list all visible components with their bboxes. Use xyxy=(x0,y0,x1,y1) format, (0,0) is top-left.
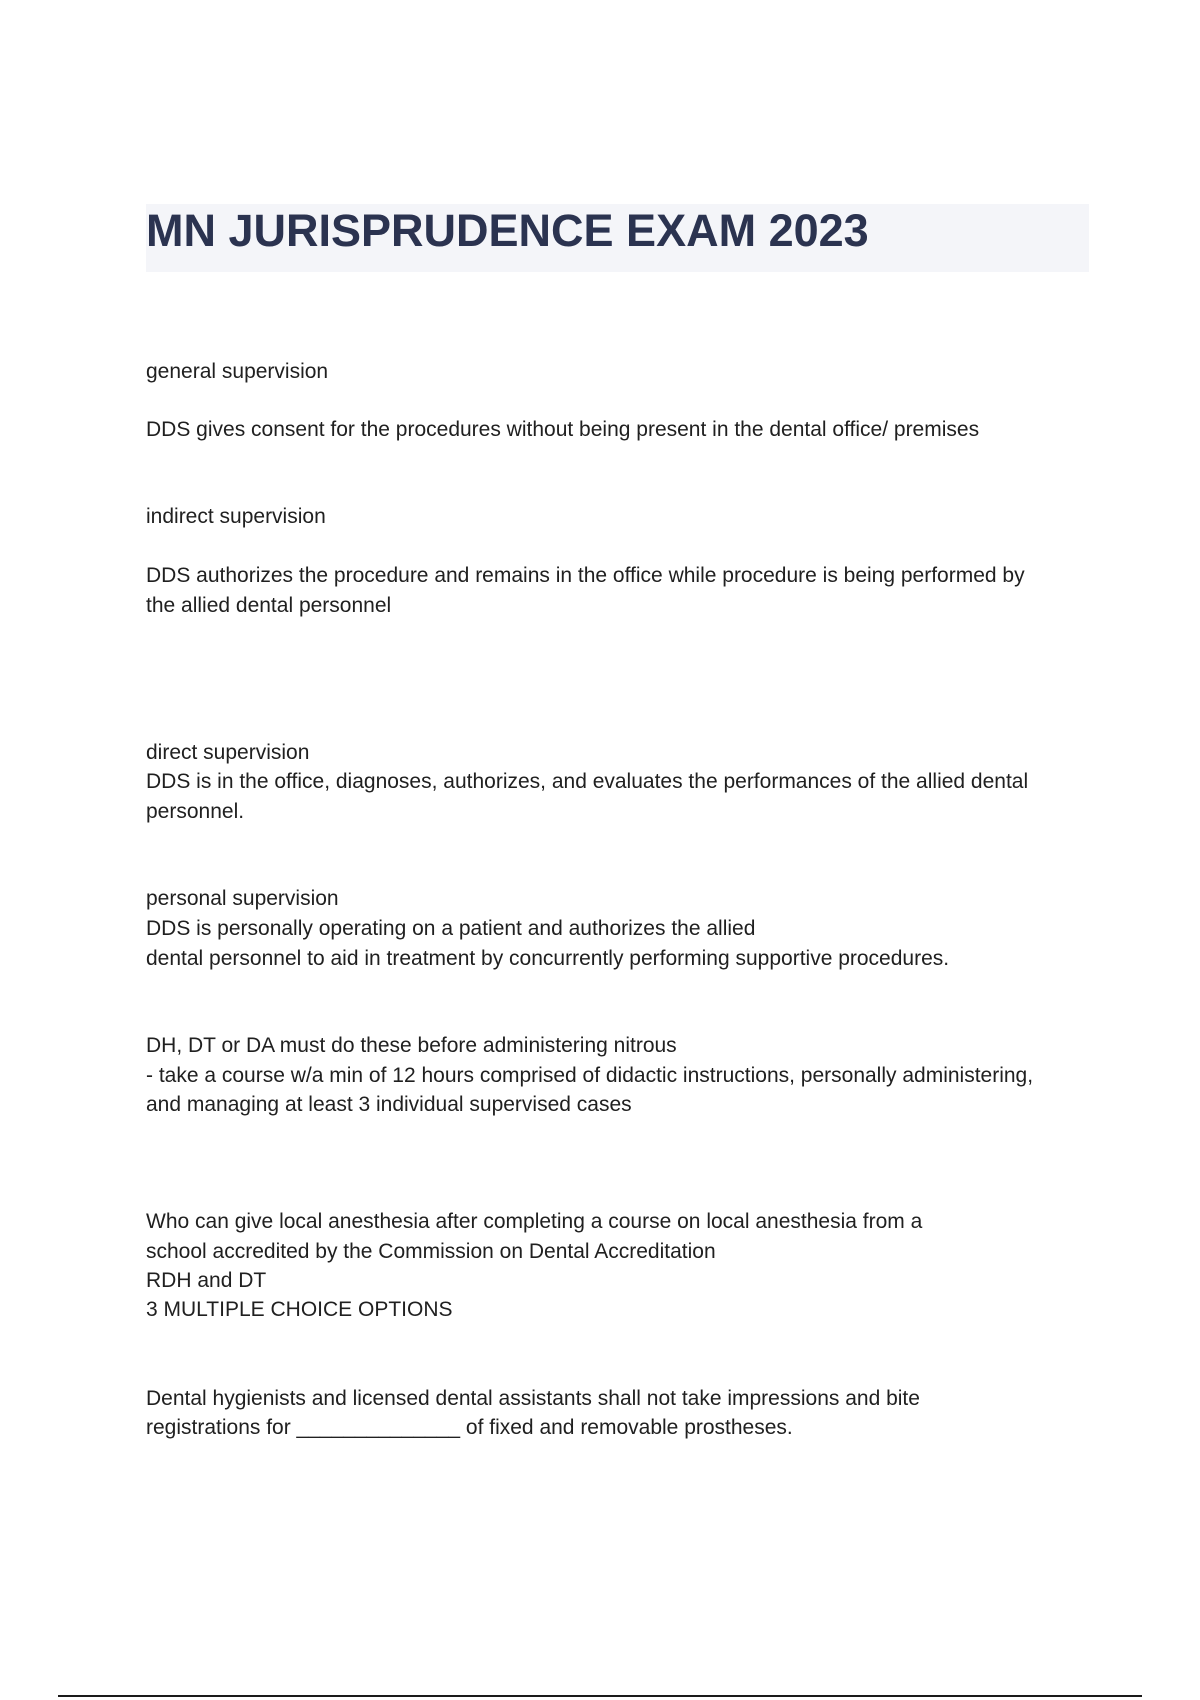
definition-personal-supervision-line-2: dental personnel to aid in treatment by concurrently performing supportive procedures. xyxy=(146,947,950,970)
definition-direct-supervision-line-1: DDS is in the office, diagnoses, authorizes, and evaluates the performances of the allied dental xyxy=(146,770,1029,793)
page-bottom-rule xyxy=(58,1695,1142,1697)
term-direct-supervision: direct supervision xyxy=(146,741,310,764)
question-impressions-line-2: registrations for ______________ of fixed and removable prostheses. xyxy=(146,1416,793,1439)
note-multiple-choice-options: 3 MULTIPLE CHOICE OPTIONS xyxy=(146,1298,453,1321)
definition-nitrous-requirements-line-1: - take a course w/a min of 12 hours comprised of didactic instructions, personally administering, xyxy=(146,1064,1034,1087)
term-general-supervision: general supervision xyxy=(146,360,329,383)
term-personal-supervision: personal supervision xyxy=(146,887,339,910)
definition-personal-supervision-line-1: DDS is personally operating on a patient and authorizes the allied xyxy=(146,917,756,940)
definition-indirect-supervision-line-1: DDS authorizes the procedure and remains in the office while procedure is being performed by xyxy=(146,564,1025,587)
definition-nitrous-requirements-line-2: and managing at least 3 individual supervised cases xyxy=(146,1093,632,1116)
definition-direct-supervision-line-2: personnel. xyxy=(146,800,245,823)
term-nitrous-requirements: DH, DT or DA must do these before administering nitrous xyxy=(146,1034,677,1057)
question-impressions-line-1: Dental hygienists and licensed dental assistants shall not take impressions and bite xyxy=(146,1387,920,1410)
term-indirect-supervision: indirect supervision xyxy=(146,505,326,528)
document-title: MN JURISPRUDENCE EXAM 2023 xyxy=(146,205,869,256)
term-local-anesthesia-line-1: Who can give local anesthesia after completing a course on local anesthesia from a xyxy=(146,1210,923,1233)
definition-general-supervision: DDS gives consent for the procedures without being present in the dental office/ premises xyxy=(146,418,980,441)
term-local-anesthesia-line-2: school accredited by the Commission on Dental Accreditation xyxy=(146,1240,716,1263)
definition-local-anesthesia: RDH and DT xyxy=(146,1269,267,1292)
definition-indirect-supervision-line-2: the allied dental personnel xyxy=(146,594,392,617)
